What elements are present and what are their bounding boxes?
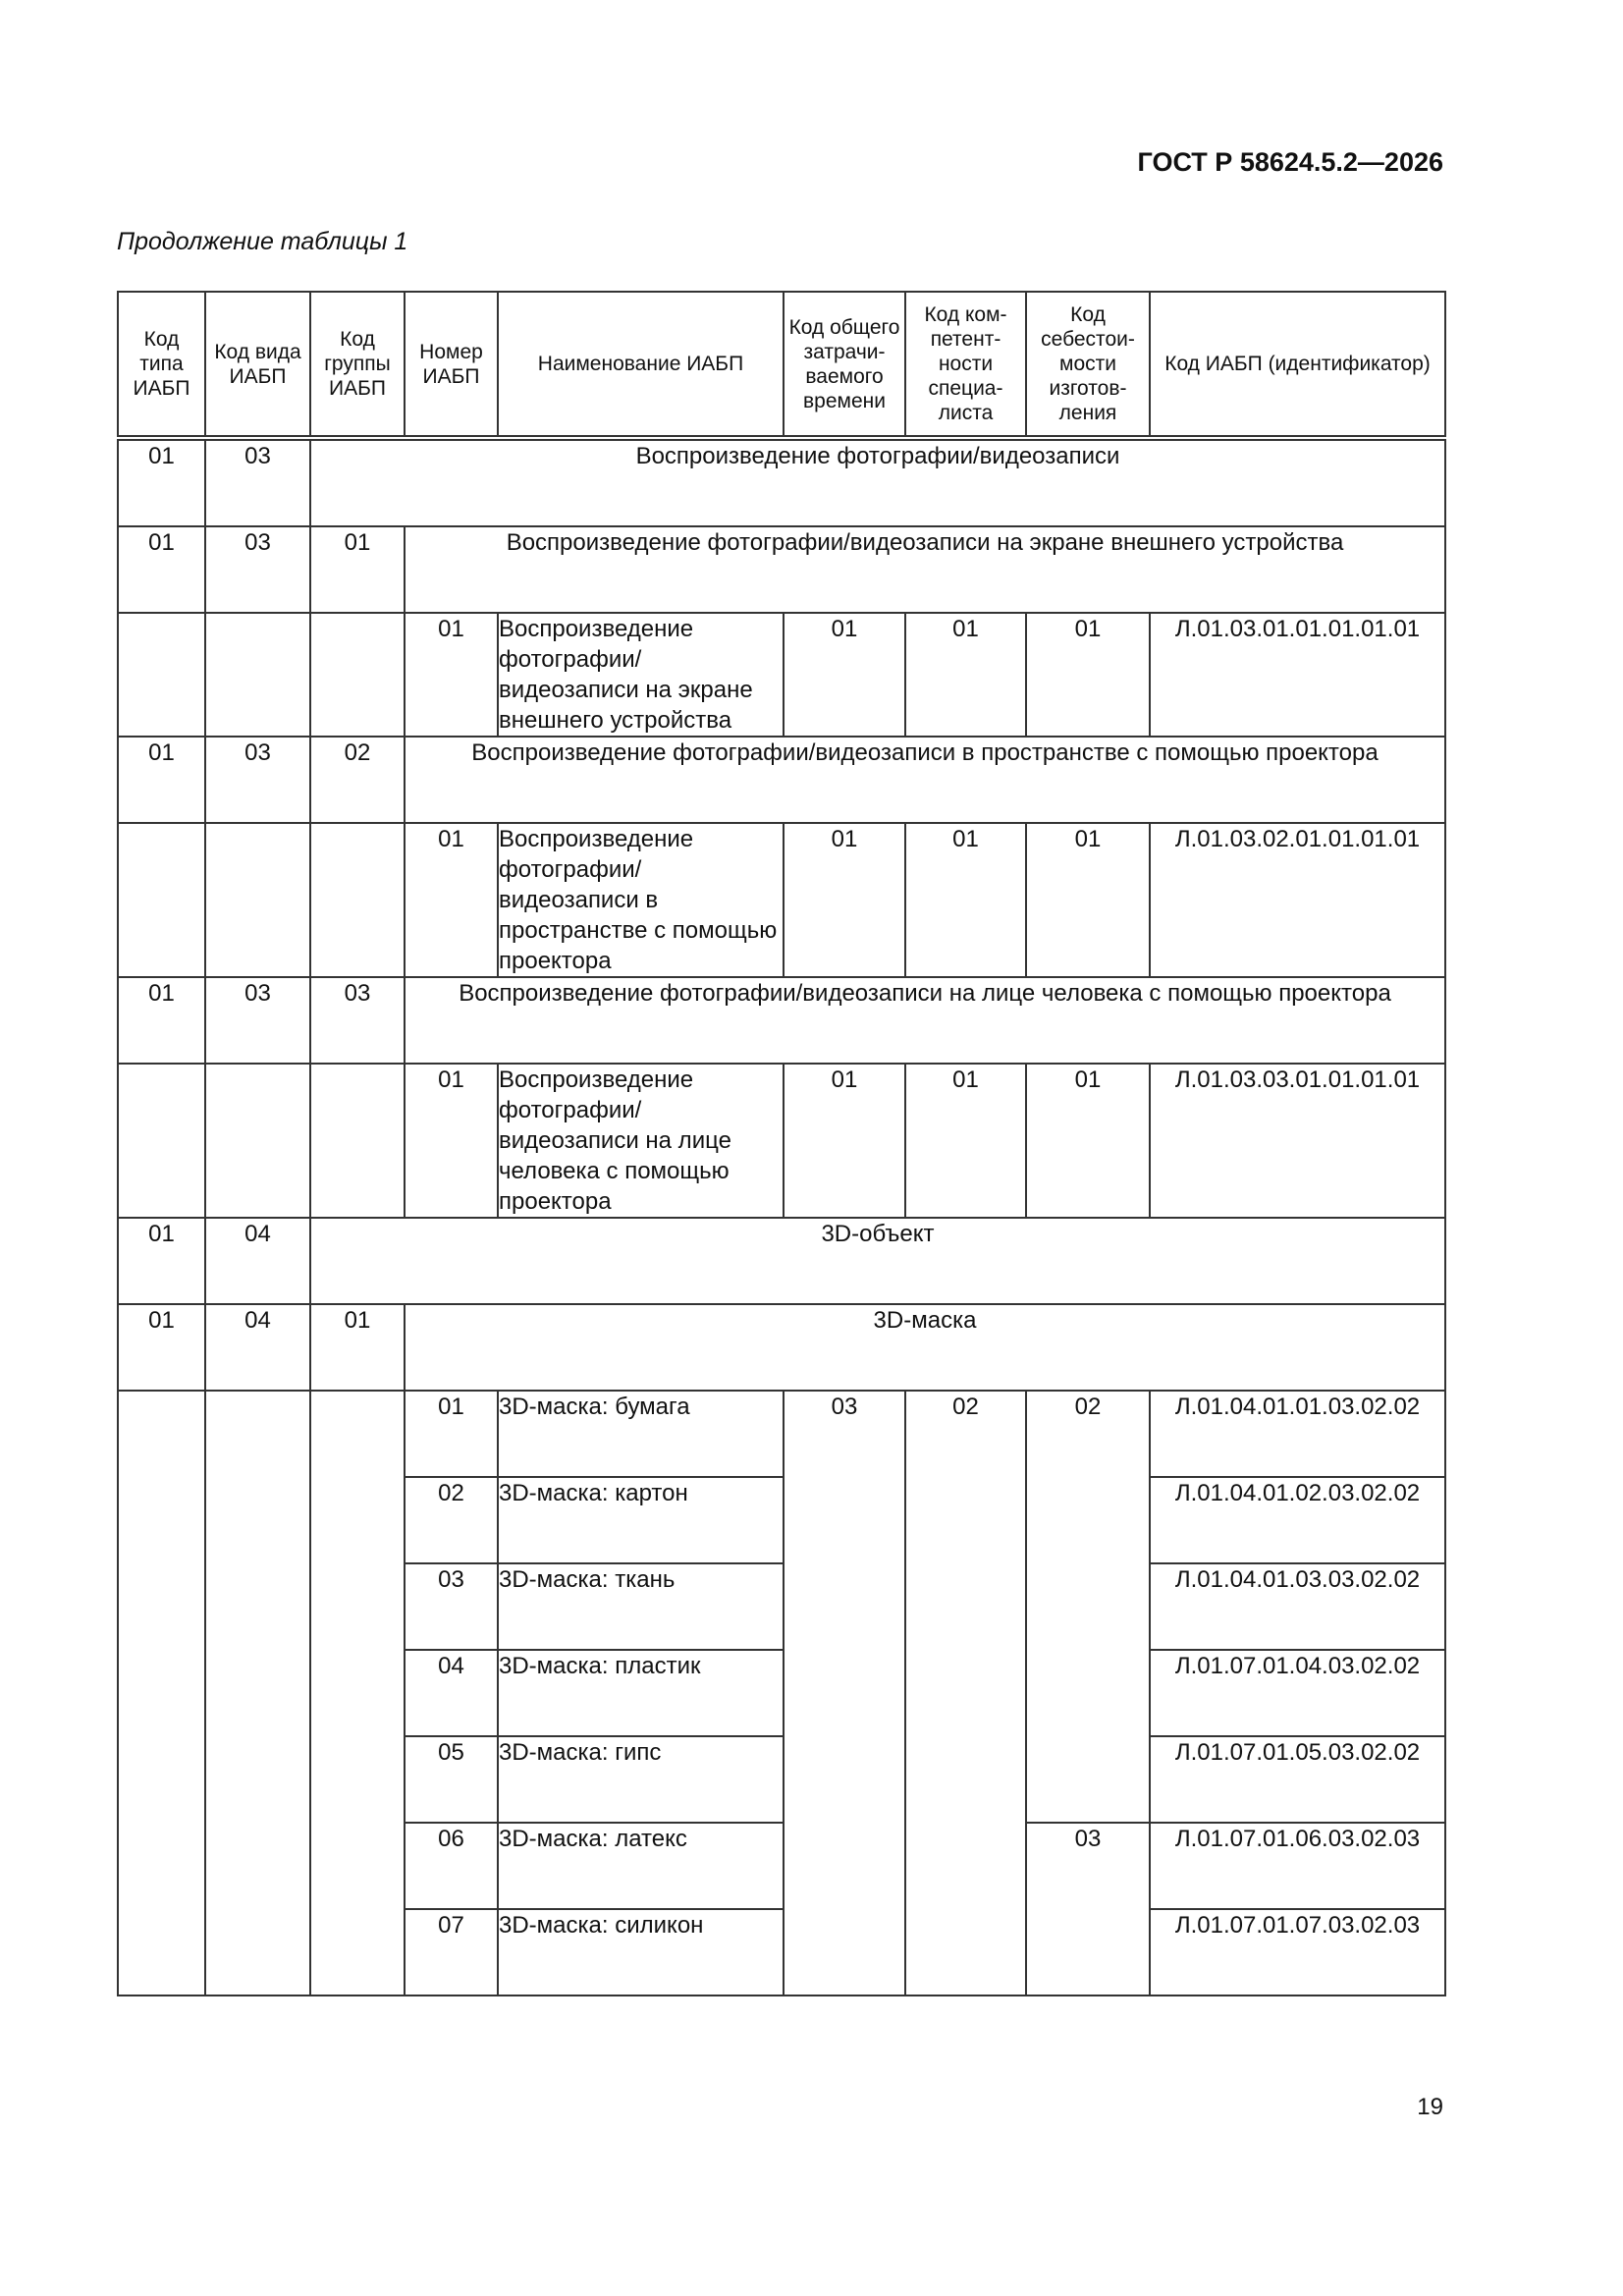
table-row [118, 1391, 1445, 1477]
item-name: Воспроизведение фотографии/ видеозаписи в пространстве с помощью проектора [498, 823, 784, 977]
item-id: Л.01.03.02.01.01.01.01 [1150, 823, 1445, 977]
col-name-header: Наименование ИАБП [498, 292, 784, 438]
item-name: 3D-маска: латекс [498, 1823, 784, 1909]
table-row [118, 737, 1445, 823]
col-type-header: Код типа ИАБП [118, 292, 205, 438]
competence-code: 01 [905, 1064, 1026, 1218]
group-code: 02 [310, 737, 405, 823]
item-id: Л.01.07.01.04.03.02.02 [1150, 1650, 1445, 1736]
group-title: Воспроизведение фотографии/видеозаписи на экране внешнего устройства [405, 526, 1445, 613]
iabp-table [117, 291, 1446, 1996]
item-name: Воспроизведение фотографии/ видеозаписи на экране внешнего устройства [498, 613, 784, 737]
kind-code: 04 [205, 1218, 310, 1304]
competence-code: 01 [905, 823, 1026, 977]
table-row [118, 526, 1445, 613]
item-number: 01 [405, 1391, 498, 1477]
type-code: 01 [118, 526, 205, 613]
table-row [118, 977, 1445, 1064]
item-id: Л.01.04.01.01.03.02.02 [1150, 1391, 1445, 1477]
item-id: Л.01.07.01.06.03.02.03 [1150, 1823, 1445, 1909]
item-id: Л.01.04.01.03.03.02.02 [1150, 1563, 1445, 1650]
item-number: 07 [405, 1909, 498, 1995]
header-row [118, 292, 1445, 438]
type-code: 01 [118, 737, 205, 823]
col-kind-header: Код вида ИАБП [205, 292, 310, 438]
time-code: 01 [784, 1064, 905, 1218]
table-row [118, 438, 1445, 526]
competence-code: 02 [905, 1391, 1026, 1995]
kind-code: 03 [205, 526, 310, 613]
cost-code: 01 [1026, 1064, 1150, 1218]
type-code: 01 [118, 438, 205, 526]
item-name: 3D-маска: гипс [498, 1736, 784, 1823]
table-row [118, 613, 1445, 737]
group-code: 01 [310, 1304, 405, 1391]
item-id: Л.01.07.01.05.03.02.02 [1150, 1736, 1445, 1823]
group-title: Воспроизведение фотографии/видеозаписи в пространстве с помощью проектора [405, 737, 1445, 823]
item-name: Воспроизведение фотографии/ видеозаписи на лице человека с помощью проектора [498, 1064, 784, 1218]
item-name: 3D-маска: картон [498, 1477, 784, 1563]
kind-code: 03 [205, 977, 310, 1064]
col-id-header: Код ИАБП (идентификатор) [1150, 292, 1445, 438]
item-number: 04 [405, 1650, 498, 1736]
group-title: 3D-маска [405, 1304, 1445, 1391]
item-number: 01 [405, 1064, 498, 1218]
item-number: 01 [405, 823, 498, 977]
col-group-header: Код группы ИАБП [310, 292, 405, 438]
kind-title: Воспроизведение фотографии/видеозаписи [310, 438, 1445, 526]
item-name: 3D-маска: ткань [498, 1563, 784, 1650]
item-id: Л.01.03.03.01.01.01.01 [1150, 1064, 1445, 1218]
page-number: 19 [1417, 2094, 1443, 2120]
document-code: ГОСТ Р 58624.5.2—2026 [1137, 147, 1443, 177]
time-code: 03 [784, 1391, 905, 1995]
col-time-header: Код общего затрачи-ваемого времени [784, 292, 905, 438]
group-code: 01 [310, 526, 405, 613]
kind-code: 03 [205, 438, 310, 526]
kind-title: 3D-объект [310, 1218, 1445, 1304]
item-number: 01 [405, 613, 498, 737]
group-title: Воспроизведение фотографии/видеозаписи на лице человека с помощью проектора [405, 977, 1445, 1064]
col-cost-header: Код себестои-мости изготов-ления [1026, 292, 1150, 438]
table-caption: Продолжение таблицы 1 [117, 228, 408, 255]
time-code: 01 [784, 613, 905, 737]
item-name: 3D-маска: силикон [498, 1909, 784, 1995]
item-number: 05 [405, 1736, 498, 1823]
type-code: 01 [118, 1304, 205, 1391]
time-code: 01 [784, 823, 905, 977]
table-row [118, 1304, 1445, 1391]
item-name: 3D-маска: бумага [498, 1391, 784, 1477]
col-competence-header: Код ком-петент-ности специа-листа [905, 292, 1026, 438]
item-number: 02 [405, 1477, 498, 1563]
competence-code: 01 [905, 613, 1026, 737]
cost-code: 01 [1026, 613, 1150, 737]
item-number: 03 [405, 1563, 498, 1650]
kind-code: 04 [205, 1304, 310, 1391]
type-code: 01 [118, 1218, 205, 1304]
type-code: 01 [118, 977, 205, 1064]
item-id: Л.01.07.01.07.03.02.03 [1150, 1909, 1445, 1995]
group-code: 03 [310, 977, 405, 1064]
item-id: Л.01.03.01.01.01.01.01 [1150, 613, 1445, 737]
item-number: 06 [405, 1823, 498, 1909]
item-id: Л.01.04.01.02.03.02.02 [1150, 1477, 1445, 1563]
kind-code: 03 [205, 737, 310, 823]
table-row [118, 1218, 1445, 1304]
cost-code: 01 [1026, 823, 1150, 977]
table-row [118, 1064, 1445, 1218]
item-name: 3D-маска: пластик [498, 1650, 784, 1736]
cost-code: 03 [1026, 1823, 1150, 1995]
col-number-header: Номер ИАБП [405, 292, 498, 438]
table-row [118, 823, 1445, 977]
cost-code: 02 [1026, 1391, 1150, 1823]
